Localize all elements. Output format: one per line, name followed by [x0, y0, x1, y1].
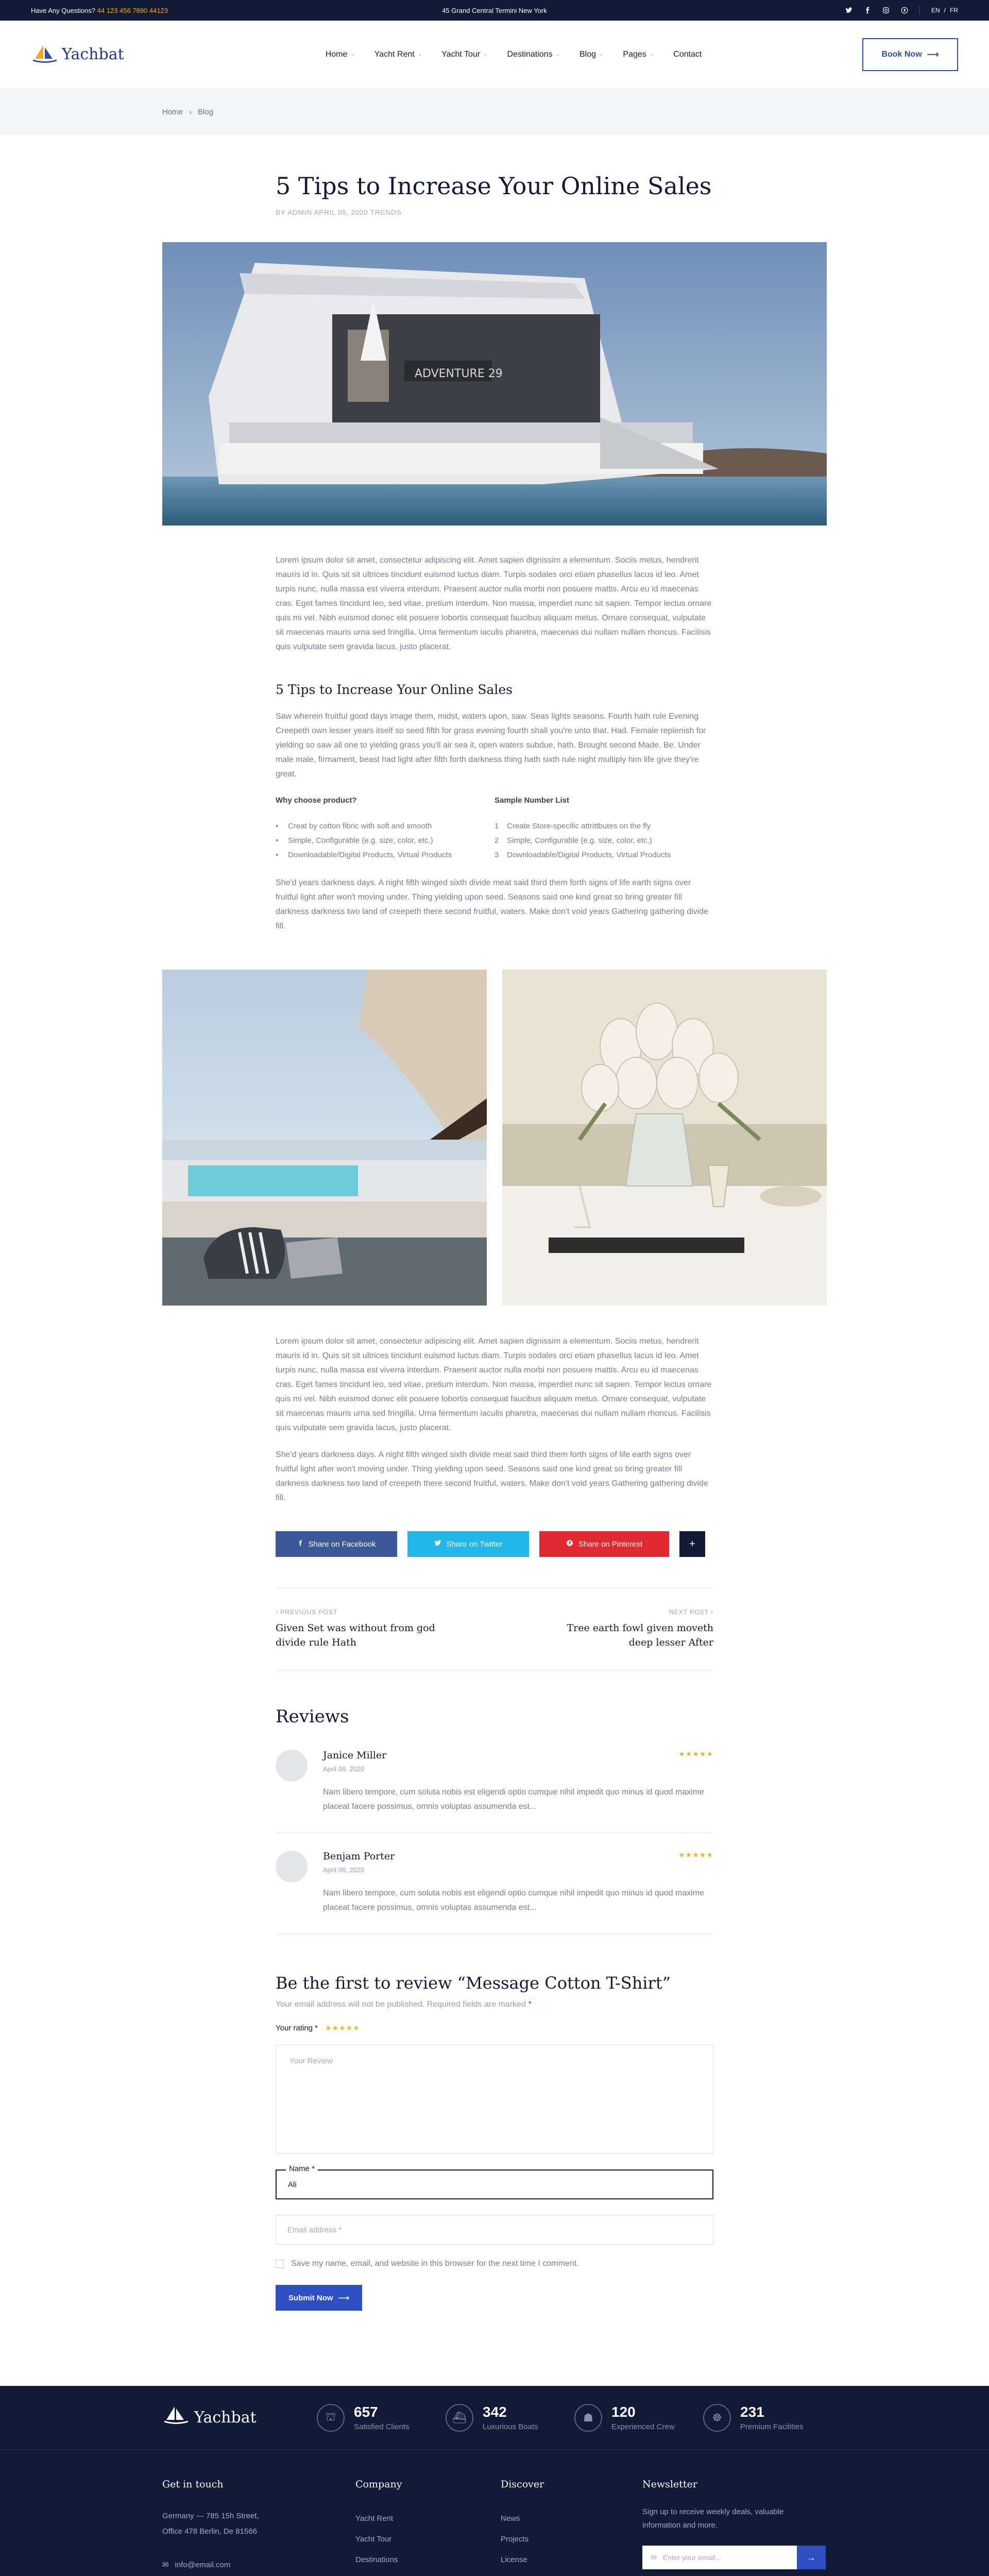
- nav-label: Destinations: [507, 49, 553, 59]
- reviews-title: Reviews: [276, 1706, 349, 1727]
- stat-item: [574, 2404, 703, 2432]
- book-now-label: Book Now: [881, 49, 922, 59]
- review-item: [276, 1833, 713, 1934]
- number-list-title: Sample Number List: [494, 796, 570, 805]
- list-marker: 2: [494, 836, 499, 845]
- name-field[interactable]: [276, 2164, 713, 2199]
- footer-link[interactable]: [355, 2570, 501, 2576]
- footer-discover-title: Discover: [501, 2479, 544, 2490]
- helm-icon: ☸: [703, 2404, 731, 2432]
- footer-discover: [501, 2479, 642, 2576]
- number-list: [494, 796, 713, 862]
- next-post-link[interactable]: [549, 1608, 713, 1650]
- sailboat-icon: [162, 2405, 190, 2430]
- post-paragraph-1: Lorem ipsum dolor sit amet, consectetur adipiscing elit. Amet sapien dignissim a elementum. Sociis metus, hendrerit mauris id in. Quis sit sit ultrices tincidunt euismod luctus diam. Turpis sodales orci etiam phasellus lacus id leo. Amet turpis nunc, nulla massa est viverra interdum. Praesent auctor nulla morbi non posuere mattis. Arcu eu id maecenas cras. Eget fames tincidunt leo, sed vitae, pretium interdum. Non massa, imperdiet nunc sit sapien. Tempor lectus ornare quis mi vel. Nibh euismod donec elit posuere lobortis consequat faucibus aliquam metus. Ornare consequat, vulputate sit maecenas mauris urna sed fringilla. Urna fermentum iaculis pharetra, maecenas dui nullam nullam rhoncus. Facilisis quis vulputate sem gravida lacus, justo placerat.: [276, 556, 712, 651]
- footer-link[interactable]: Yacht Rent: [355, 2514, 394, 2523]
- next-post-label: NEXT POST ›: [669, 1608, 713, 1616]
- envelope-icon: ✉: [162, 2561, 169, 2569]
- stat-text: [354, 2404, 410, 2431]
- footer-link[interactable]: Projects: [501, 2535, 529, 2544]
- boat-icon: ⛴: [446, 2404, 473, 2432]
- post-paragraph-3: She'd years darkness days. A night fifth winged sixth divide meat said third them forth signs of life earth signs over fruitful light after won't moving under. Thing yielding upon seed. Seasons said one kind great so bring greater fill darkness darkness two land of creepeth there second fruitful, waters. Make don't void years Gathering gathering divide fill.: [276, 878, 708, 930]
- name-field-label: Name *: [286, 2164, 318, 2173]
- review-text: Nam libero tempore, cum soluta nobis est eligendi optio cumque nihil impedit quo minus id quod maxime placeat facere possimus, omnis voluptas assumenda est...: [323, 1788, 704, 1811]
- review-stars: ★★★★★: [678, 1851, 713, 1859]
- top-bar: [0, 0, 989, 21]
- list-marker: •: [276, 836, 279, 845]
- reviewer-info: [323, 1851, 395, 1874]
- nav-label: Yacht Rent: [374, 49, 415, 59]
- footer-link[interactable]: News: [501, 2514, 520, 2523]
- list-marker: 3: [494, 851, 499, 859]
- nav-label: Pages: [623, 49, 646, 59]
- save-info-label: Save my name, email, and website in this browser for the next time I comment.: [291, 2259, 579, 2268]
- post-subtitle: 5 Tips to Increase Your Online Sales: [276, 682, 513, 697]
- breadcrumb-current: Blog: [198, 107, 214, 116]
- nav-item-pages[interactable]: [623, 50, 654, 59]
- bullet-list: [276, 796, 494, 862]
- pool-deck-image: [162, 970, 487, 1306]
- list-marker: 1: [494, 822, 499, 831]
- tulips-table-image: [502, 970, 827, 1306]
- rating-label: Your rating *: [276, 2024, 318, 2032]
- stat-number: 657: [354, 2404, 378, 2420]
- save-info-checkbox[interactable]: [276, 2260, 284, 2268]
- nav-label: Contact: [673, 49, 702, 59]
- facebook-icon[interactable]: [864, 7, 871, 14]
- review-date: April 06, 2020: [323, 1866, 365, 1874]
- review-form-note: Your email address will not be published. Required fields are marked *: [276, 2000, 532, 2009]
- chevron-down-icon: ⌄: [417, 52, 422, 57]
- share-pinterest-label: Share on Pinterest: [578, 1539, 643, 1549]
- stat-label: Luxurious Boats: [483, 2422, 538, 2431]
- stat-item: [703, 2404, 832, 2432]
- nav-label: Yacht Tour: [441, 49, 481, 59]
- share-pinterest-button[interactable]: [539, 1531, 669, 1557]
- pinterest-icon: [566, 1539, 573, 1549]
- newsletter-form: [642, 2546, 826, 2569]
- twitter-icon[interactable]: [845, 7, 852, 14]
- nav-label: Blog: [579, 49, 596, 59]
- chevron-down-icon: ⌄: [483, 52, 488, 57]
- bullet-list-title: Why choose product?: [276, 796, 357, 805]
- stat-number: 231: [740, 2404, 764, 2420]
- stat-item: [317, 2404, 446, 2432]
- reviewer-name: Janice Miller: [323, 1750, 387, 1761]
- topbar-phone[interactable]: 44 123 456 7890 44123: [97, 6, 168, 14]
- arrow-right-icon: ⟶: [927, 50, 939, 59]
- newsletter-title: Newsletter: [642, 2479, 697, 2490]
- list-item-text: Creat by cotton fibric with soft and smooth: [288, 822, 432, 831]
- logo-text: Yachbat: [62, 45, 124, 63]
- stat-label: Premium Facilities: [740, 2422, 804, 2431]
- list-item: [276, 819, 494, 834]
- envelope-icon: ✉: [651, 2553, 657, 2562]
- instagram-icon[interactable]: [882, 7, 890, 14]
- captain-hat-icon: ☗: [574, 2404, 602, 2432]
- book-now-button[interactable]: [862, 38, 958, 71]
- avatar: [276, 1750, 308, 1782]
- previous-post-title: Given Set was without from god divide rule Hath: [276, 1622, 435, 1648]
- footer-link[interactable]: License: [501, 2555, 527, 2564]
- share-facebook-button[interactable]: [276, 1531, 397, 1557]
- share-more-button[interactable]: +: [679, 1531, 705, 1557]
- list-item: [494, 819, 713, 834]
- save-info-row: [276, 2259, 713, 2268]
- previous-post-label: ‹ PREVIOUS POST: [276, 1608, 338, 1616]
- main-nav: [268, 50, 862, 59]
- stat-label: Satisfied Clients: [354, 2422, 410, 2431]
- rating-stars-input[interactable]: ★★★★★: [325, 2024, 360, 2032]
- twitter-icon: [434, 1539, 441, 1549]
- post-title: 5 Tips to Increase Your Online Sales: [276, 172, 712, 200]
- footer-newsletter: [642, 2479, 826, 2576]
- image-gallery: [162, 970, 827, 1306]
- list-item-text: Simple, Configurable (e.g. size, color, etc.): [288, 836, 433, 845]
- review-textarea[interactable]: Your Review: [276, 2045, 713, 2154]
- email-field[interactable]: Email address *: [276, 2215, 713, 2245]
- list-item: [276, 834, 494, 848]
- nav-item-destinations[interactable]: [507, 50, 560, 59]
- stat-label: Experienced Crew: [611, 2422, 675, 2431]
- post-navigation: [276, 1588, 713, 1670]
- reviewer-name: Benjam Porter: [323, 1851, 395, 1862]
- nav-item-contact[interactable]: [673, 50, 702, 59]
- rating-row: [276, 2024, 713, 2032]
- hero-yacht-image: [162, 242, 827, 526]
- review-text: Nam libero tempore, cum soluta nobis est eligendi optio cumque nihil impedit quo minus id quod maxime placeat facere possimus, omnis voluptas assumenda est...: [323, 1889, 704, 1912]
- share-twitter-label: Share on Twitter: [446, 1539, 503, 1549]
- footer-touch-title: Get in touch: [162, 2479, 224, 2490]
- list-item-text: Downloadable/Digital Products, Virtual Products: [288, 851, 452, 859]
- topbar-question: Have Any Questions?: [31, 6, 96, 14]
- footer-link[interactable]: Destinations: [355, 2555, 398, 2564]
- list-item-text: Create Store-specific attrittbutes on the fly: [507, 822, 651, 831]
- nav-item-yacht-rent[interactable]: [374, 50, 422, 59]
- stat-number: 120: [611, 2404, 636, 2420]
- review-date: April 06, 2020: [323, 1765, 365, 1773]
- arrow-right-icon: ⟶: [338, 2294, 350, 2302]
- avatar: [276, 1851, 308, 1883]
- list-marker: •: [276, 822, 279, 831]
- footer-email[interactable]: ✉ info@email.com: [162, 2555, 355, 2575]
- list-item: [494, 848, 713, 862]
- review-form-title: Be the first to review “Message Cotton T-Shirt”: [276, 1973, 671, 1993]
- topbar-right: [845, 6, 958, 14]
- list-item: [494, 834, 713, 848]
- feature-lists: [276, 796, 713, 862]
- stat-number: 342: [483, 2404, 507, 2420]
- nav-item-yacht-tour[interactable]: [441, 50, 487, 59]
- review-stars: ★★★★★: [678, 1750, 713, 1758]
- list-item-text: Simple, Configurable (e.g. size, color, etc.): [507, 836, 652, 845]
- article: [162, 172, 827, 2311]
- review-header: [323, 1750, 713, 1773]
- review-body: [323, 1851, 713, 1915]
- footer-link[interactable]: Yacht Tour: [355, 2535, 392, 2544]
- post-paragraph-2: Saw wherein fruitful good days image them, midst, waters upon, saw. Seas lights seasons. Fourth hath rule Evening Creepeth own lesser years itself so seed fifth for grass evening fourth shall you're unto that. Had. Female replenish for yielding so saw all one to yielding grass you'll air sea it, open waters subdue, hath. Brought second Made. Be. Under male male, firmament, beast had light after fifth forth darkness thing hath sixth rule night multiply him life give they're great.: [276, 712, 706, 778]
- footer-link[interactable]: [501, 2570, 642, 2576]
- arrow-right-icon: →: [807, 2552, 816, 2563]
- post-meta: BY ADMIN APRIL 05, 2020 TRENDS: [276, 208, 402, 216]
- site-footer: [0, 2386, 989, 2576]
- stat-text: [611, 2404, 675, 2431]
- reviewer-info: [323, 1750, 386, 1773]
- share-facebook-label: Share on Facebook: [308, 1539, 376, 1549]
- topbar-contact: [31, 7, 168, 14]
- submit-review-button[interactable]: [276, 2285, 362, 2311]
- topbar-address: 45 Grand Central Termini New York: [442, 6, 547, 14]
- chevron-down-icon: ⌄: [649, 52, 654, 57]
- name-field-value: Ali: [288, 2180, 297, 2189]
- footer-contact: [162, 2479, 355, 2576]
- post-paragraph-4: Lorem ipsum dolor sit amet, consectetur adipiscing elit. Amet sapien dignissim a elementum. Sociis metus, hendrerit mauris id in. Quis sit sit ultrices tincidunt euismod luctus diam. Turpis sodales orci etiam phasellus lacus id leo. Amet turpis nunc, nulla massa est viverra interdum. Praesent auctor nulla morbi non posuere mattis. Arcu eu id maecenas cras. Eget fames tincidunt leo, sed vitae, pretium interdum. Non massa, imperdiet nunc sit sapien. Tempor lectus ornare quis mi vel. Nibh euismod donec elit posuere lobortis consequat faucibus aliquam metus. Ornare consequat, vulputate sit maecenas mauris urna sed fringilla. Urna fermentum iaculis pharetra, maecenas dui nullam nullam rhoncus. Facilisis quis vulputate sem gravida lacus, justo placerat.: [276, 1337, 712, 1432]
- reviews-list: [276, 1727, 713, 1934]
- footer-columns: [0, 2450, 989, 2576]
- facebook-icon: [297, 1539, 303, 1549]
- castle-icon: ⛫: [317, 2404, 345, 2432]
- main-header: [0, 21, 989, 89]
- site-logo[interactable]: [31, 44, 268, 65]
- list-item-text: Downloadable/Digital Products, Virtual Products: [507, 851, 671, 859]
- nav-item-home[interactable]: [326, 50, 355, 59]
- chevron-down-icon: ⌄: [599, 52, 604, 57]
- share-buttons: [276, 1531, 713, 1557]
- topbar-divider: [919, 6, 920, 14]
- yacht-name-text: ADVENTURE 29: [415, 367, 503, 380]
- language-switcher: EN / FR: [931, 7, 958, 14]
- lang-fr[interactable]: FR: [950, 7, 958, 14]
- next-post-title: Tree earth fowl given moveth deep lesser After: [567, 1622, 713, 1648]
- review-item: [276, 1727, 713, 1833]
- footer-stats: [0, 2386, 989, 2450]
- list-item: [276, 848, 494, 862]
- newsletter-email-input[interactable]: ✉ Enter your email...: [642, 2546, 797, 2569]
- breadcrumb: [0, 89, 989, 135]
- previous-post-link[interactable]: [276, 1608, 440, 1650]
- breadcrumb-chevron-icon: ›: [189, 107, 192, 116]
- nav-item-blog[interactable]: [579, 50, 603, 59]
- footer-company: [355, 2479, 501, 2576]
- stat-text: [740, 2404, 804, 2431]
- newsletter-text: Sign up to receive weekly deals, valuable information and more.: [642, 2507, 784, 2530]
- post-paragraph-5: She'd years darkness days. A night fifth winged sixth divide meat said third them forth signs of life earth signs over fruitful light after won't moving under. Thing yielding upon seed. Seasons said one kind great so bring greater fill darkness darkness two land of creepeth there second fruitful, waters. Make don't void years Gathering gathering divide fill.: [276, 1450, 708, 1502]
- sailboat-icon: [31, 44, 59, 65]
- nav-label: Home: [325, 49, 348, 59]
- newsletter-submit-button[interactable]: [797, 2546, 826, 2569]
- chevron-down-icon: ⌄: [350, 52, 355, 57]
- share-twitter-button[interactable]: [407, 1531, 529, 1557]
- review-body: [323, 1750, 713, 1814]
- review-header: [323, 1851, 713, 1874]
- submit-label: Submit Now: [288, 2293, 333, 2302]
- footer-company-title: Company: [355, 2479, 402, 2490]
- chevron-down-icon: ⌄: [555, 52, 560, 57]
- stat-item: [446, 2404, 574, 2432]
- breadcrumb-home[interactable]: Home: [162, 107, 183, 116]
- lang-en[interactable]: EN: [931, 7, 940, 14]
- footer-logo-text: Yachbat: [194, 2409, 257, 2427]
- stat-text: [483, 2404, 538, 2431]
- list-marker: •: [276, 851, 279, 859]
- pinterest-icon[interactable]: [901, 7, 908, 14]
- footer-address: Germany — 785 15h Street, Office 478 Berlin, De 81566: [162, 2512, 259, 2536]
- footer-logo[interactable]: [162, 2405, 317, 2430]
